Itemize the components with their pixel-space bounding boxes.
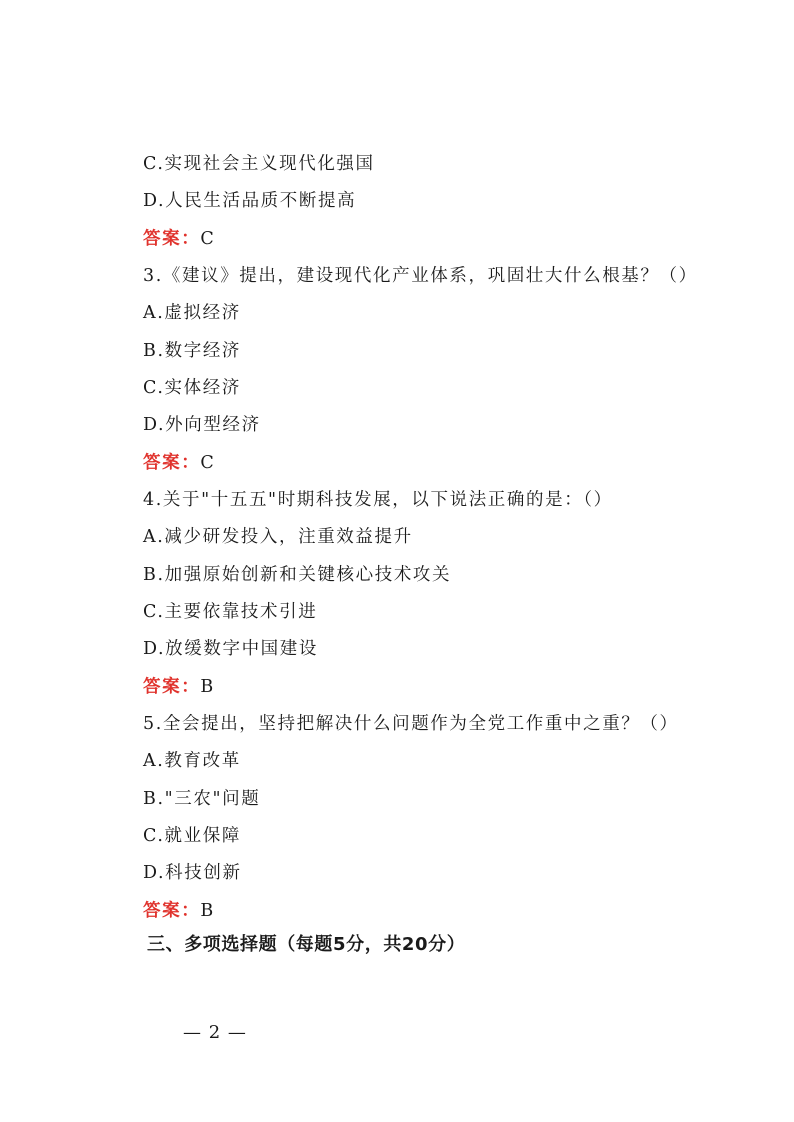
- answer-value: B: [200, 677, 215, 697]
- q3-option-a: A.虚拟经济: [143, 303, 241, 323]
- q4-option-d: D.放缓数字中国建设: [143, 639, 318, 659]
- answer-label: 答案：: [143, 229, 201, 249]
- q4-option-c: C.主要依靠技术引进: [143, 602, 318, 622]
- answer-value: C: [200, 229, 216, 249]
- q5-answer: [143, 900, 215, 922]
- q3-answer: [143, 452, 215, 474]
- q5-stem: 5.全会提出，坚持把解决什么问题作为全党工作重中之重？（）: [143, 714, 679, 734]
- q3-option-c: C.实体经济: [143, 378, 241, 398]
- q2-answer: [143, 228, 215, 250]
- q5-option-a: A.教育改革: [143, 751, 241, 771]
- q3-option-d: D.外向型经济: [143, 415, 261, 435]
- page-number: — 2 —: [183, 1022, 247, 1043]
- q3-option-b: B.数字经济: [143, 341, 242, 361]
- q4-option-a: A.减少研发投入，注重效益提升: [143, 527, 413, 547]
- q5-option-b: B."三农"问题: [143, 789, 261, 809]
- answer-label: 答案：: [143, 453, 201, 473]
- q2-option-c: C.实现社会主义现代化强国: [143, 154, 375, 174]
- answer-label: 答案：: [143, 677, 201, 697]
- q4-option-b: B.加强原始创新和关键核心技术攻关: [143, 565, 452, 585]
- q4-answer: [143, 676, 215, 698]
- q3-stem: 3.《建议》提出，建设现代化产业体系，巩固壮大什么根基？（）: [143, 266, 698, 286]
- answer-value: C: [200, 453, 216, 473]
- q4-stem: 4.关于"十五五"时期科技发展，以下说法正确的是：（）: [143, 490, 613, 510]
- section-heading: 三、多项选择题（每题5分，共20分）: [147, 934, 466, 955]
- q5-option-c: C.就业保障: [143, 826, 241, 846]
- q2-option-d: D.人民生活品质不断提高: [143, 191, 357, 211]
- answer-value: B: [200, 901, 215, 921]
- answer-label: 答案：: [143, 901, 201, 921]
- q5-option-d: D.科技创新: [143, 863, 242, 883]
